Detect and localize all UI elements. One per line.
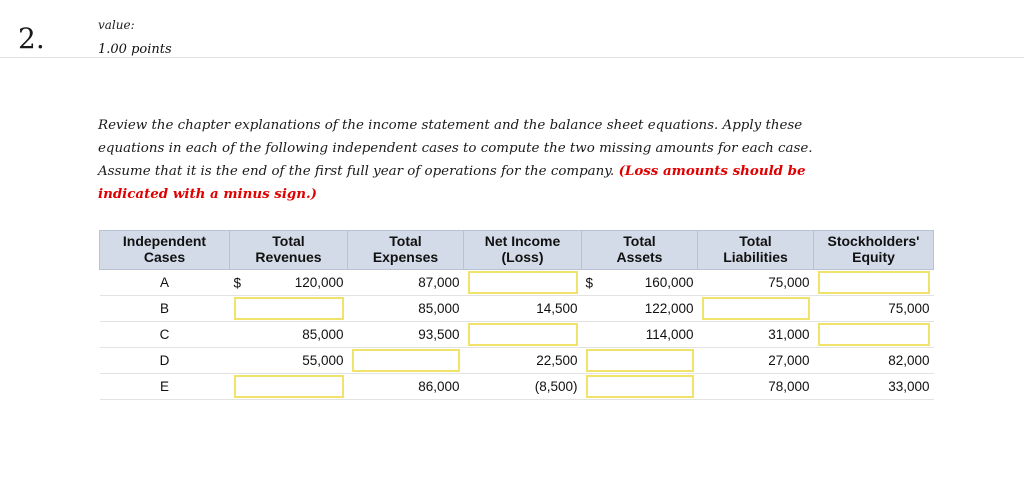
header-assets: Total Assets (582, 231, 698, 270)
currency-symbol: $ (233, 275, 242, 290)
net-income-cell (464, 322, 582, 348)
expenses-answer-input[interactable] (352, 349, 460, 372)
revenues-cell (230, 348, 348, 374)
cases-table (99, 230, 934, 400)
net-income-value: (8,500) (534, 379, 578, 394)
instructions (98, 114, 858, 206)
revenues-answer-input[interactable] (234, 297, 344, 320)
liabilities-answer-input[interactable] (702, 297, 810, 320)
liabilities-cell (698, 296, 814, 322)
expenses-cell (348, 270, 464, 296)
equity-cell (814, 322, 934, 348)
assets-cell (582, 270, 698, 296)
points-value: 1.00 points (98, 42, 172, 57)
assets-cell (582, 348, 698, 374)
net-income-answer-input[interactable] (468, 271, 578, 294)
revenues-cell (230, 296, 348, 322)
header-liabilities: Total Liabilities (698, 231, 814, 270)
revenues-value: 55,000 (302, 353, 344, 368)
table-row (100, 348, 934, 374)
assets-answer-input[interactable] (586, 349, 694, 372)
expenses-cell (348, 348, 464, 374)
assets-answer-input[interactable] (586, 375, 694, 398)
revenues-cell (230, 270, 348, 296)
net-income-cell (464, 348, 582, 374)
case-label: A (100, 270, 230, 296)
header-revenues: Total Revenues (230, 231, 348, 270)
assets-value: 160,000 (644, 275, 694, 290)
net-income-value: 14,500 (536, 301, 578, 316)
header-net-income: Net Income (Loss) (464, 231, 582, 270)
liabilities-value: 27,000 (768, 353, 810, 368)
assets-cell (582, 322, 698, 348)
equity-cell (814, 374, 934, 400)
question-number: 2. (18, 22, 45, 55)
equity-value: 82,000 (888, 353, 930, 368)
header-equity: Stockholders' Equity (814, 231, 934, 270)
liabilities-cell (698, 374, 814, 400)
expenses-cell (348, 322, 464, 348)
table-row (100, 296, 934, 322)
table-header-row (100, 231, 934, 270)
liabilities-value: 31,000 (768, 327, 810, 342)
instructions-note: (Loss amounts should be indicated with a minus sign.) (98, 163, 806, 202)
expenses-value: 87,000 (418, 275, 460, 290)
assets-cell (582, 374, 698, 400)
table-row (100, 374, 934, 400)
equity-answer-input[interactable] (818, 271, 930, 294)
header-expenses: Total Expenses (348, 231, 464, 270)
equity-value: 33,000 (888, 379, 930, 394)
header-divider (0, 57, 1024, 58)
revenues-value: 85,000 (302, 327, 344, 342)
case-label: B (100, 296, 230, 322)
expenses-value: 93,500 (418, 327, 460, 342)
liabilities-cell (698, 348, 814, 374)
revenues-cell (230, 322, 348, 348)
table-row (100, 270, 934, 296)
expenses-cell (348, 296, 464, 322)
table-row (100, 322, 934, 348)
net-income-cell (464, 270, 582, 296)
case-label: D (100, 348, 230, 374)
net-income-cell (464, 374, 582, 400)
equity-value: 75,000 (888, 301, 930, 316)
assets-cell (582, 296, 698, 322)
case-label: E (100, 374, 230, 400)
liabilities-value: 75,000 (768, 275, 810, 290)
liabilities-cell (698, 270, 814, 296)
liabilities-value: 78,000 (768, 379, 810, 394)
expenses-cell (348, 374, 464, 400)
revenues-value: 120,000 (294, 275, 344, 290)
header-cases: Independent Cases (100, 231, 230, 270)
case-label: C (100, 322, 230, 348)
currency-symbol: $ (585, 275, 594, 290)
revenues-answer-input[interactable] (234, 375, 344, 398)
expenses-value: 86,000 (418, 379, 460, 394)
equity-answer-input[interactable] (818, 323, 930, 346)
value-label: value: (98, 18, 135, 32)
revenues-cell (230, 374, 348, 400)
equity-cell (814, 270, 934, 296)
net-income-cell (464, 296, 582, 322)
expenses-value: 85,000 (418, 301, 460, 316)
net-income-value: 22,500 (536, 353, 578, 368)
net-income-answer-input[interactable] (468, 323, 578, 346)
assets-value: 122,000 (644, 301, 694, 316)
liabilities-cell (698, 322, 814, 348)
equity-cell (814, 348, 934, 374)
equity-cell (814, 296, 934, 322)
assets-value: 114,000 (645, 327, 694, 342)
instructions-text: Review the chapter explanations of the income statement and the balance sheet equations. Apply these equations in each of the following independent cases to compute the two missing amounts for each case. Assume that it is the end of the first full year of operations for the company. (98, 118, 813, 179)
